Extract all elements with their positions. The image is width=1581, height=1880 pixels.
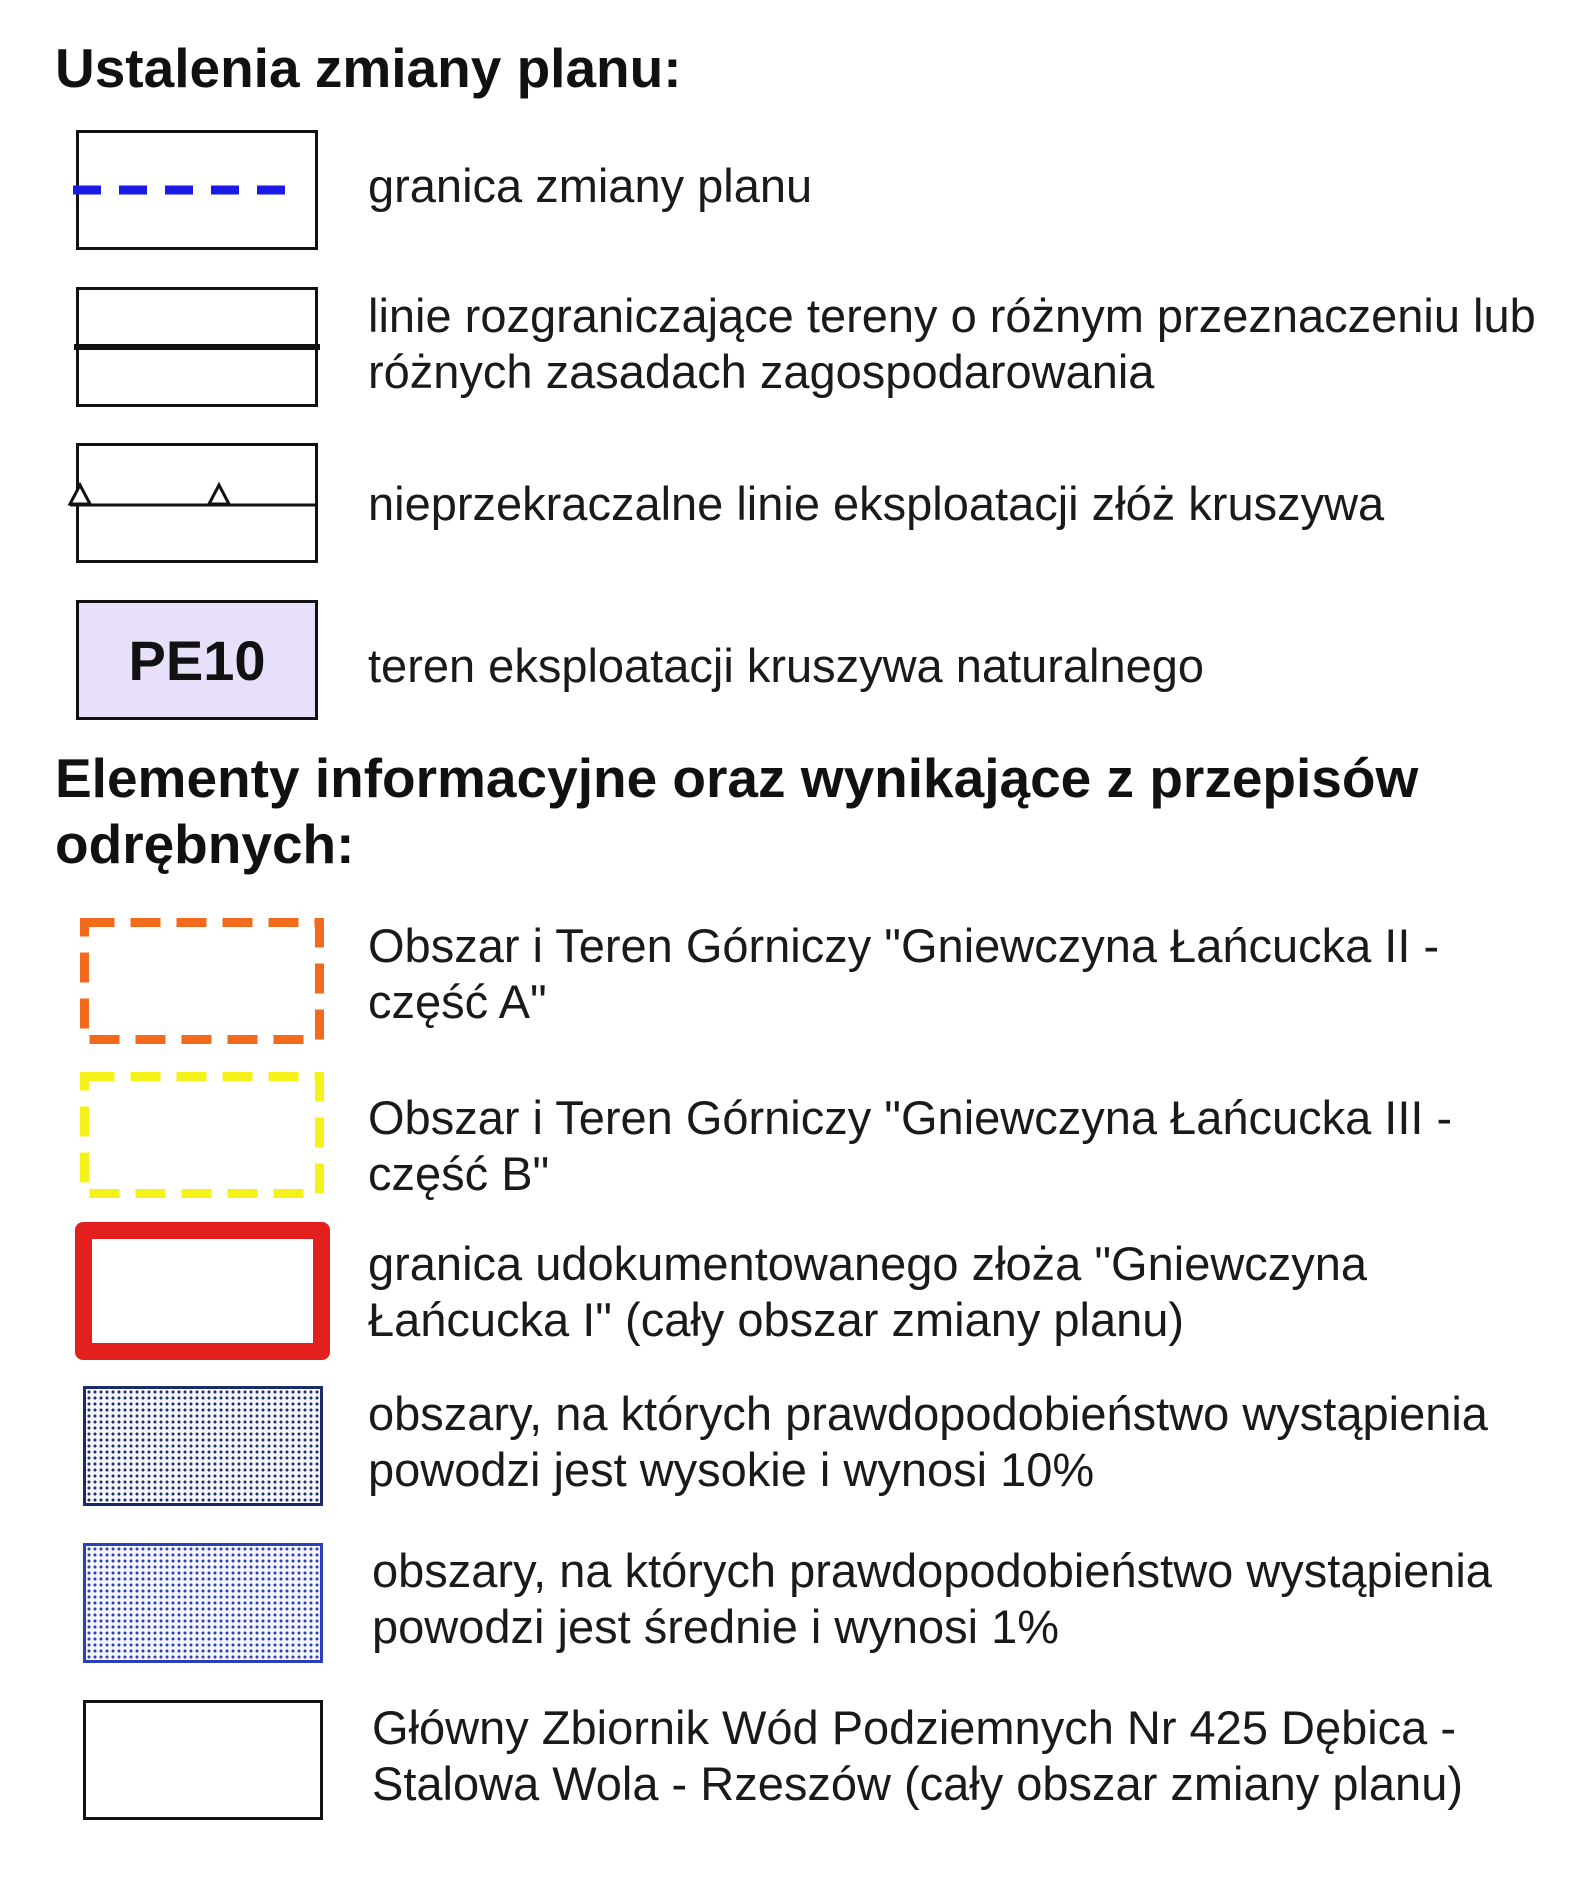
mining-area-b-label: Obszar i Teren Górniczy "Gniewczyna Łańcucka III - część B"	[368, 1091, 1453, 1200]
plan-boundary-symbol	[76, 130, 318, 250]
exploitation-limit-symbol	[76, 443, 318, 563]
flood-medium-risk-symbol	[83, 1543, 323, 1663]
division-line-label: linie rozgraniczające tereny o różnym przeznaczeniu lub różnych zasadach zagospodarowania	[368, 289, 1536, 398]
flood-high-risk-symbol	[83, 1386, 323, 1506]
pe10-code: PE10	[128, 628, 266, 692]
deposit-boundary-symbol	[75, 1222, 330, 1360]
mining-area-a-label: Obszar i Teren Górniczy "Gniewczyna Łańcucka II - część A"	[368, 919, 1440, 1028]
exploitation-limit-label: nieprzekraczalne linie eksploatacji złóż kruszywa	[368, 477, 1385, 530]
pe10-area-symbol	[76, 600, 318, 720]
triangle-marker-icon	[70, 485, 90, 504]
deposit-boundary-label: granica udokumentowanego złoża "Gniewczyna Łańcucka I" (cały obszar zmiany planu)	[368, 1237, 1368, 1346]
groundwater-reservoir-symbol	[83, 1700, 323, 1820]
section-heading-info: Elementy informacyjne oraz wynikające z przepisów odrębnych:	[55, 747, 1419, 875]
flood-medium-risk-label: obszary, na których prawdopodobieństwo wystąpienia powodzi jest średnie i wynosi 1%	[372, 1544, 1492, 1653]
triangle-marker-icon	[209, 485, 229, 504]
division-line-symbol	[76, 287, 318, 407]
flood-high-risk-label: obszary, na których prawdopodobieństwo wystąpienia powodzi jest wysokie i wynosi 10%	[368, 1387, 1488, 1496]
groundwater-reservoir-label: Główny Zbiornik Wód Podziemnych Nr 425 Dębica - Stalowa Wola - Rzeszów (cały obszar zmiany planu)	[372, 1701, 1463, 1810]
mining-area-a-symbol	[80, 918, 324, 1044]
mining-area-b-symbol	[80, 1072, 324, 1198]
section-heading-plan: Ustalenia zmiany planu:	[55, 37, 682, 99]
plan-boundary-label: granica zmiany planu	[368, 159, 813, 212]
pe10-area-label: teren eksploatacji kruszywa naturalnego	[368, 639, 1205, 692]
